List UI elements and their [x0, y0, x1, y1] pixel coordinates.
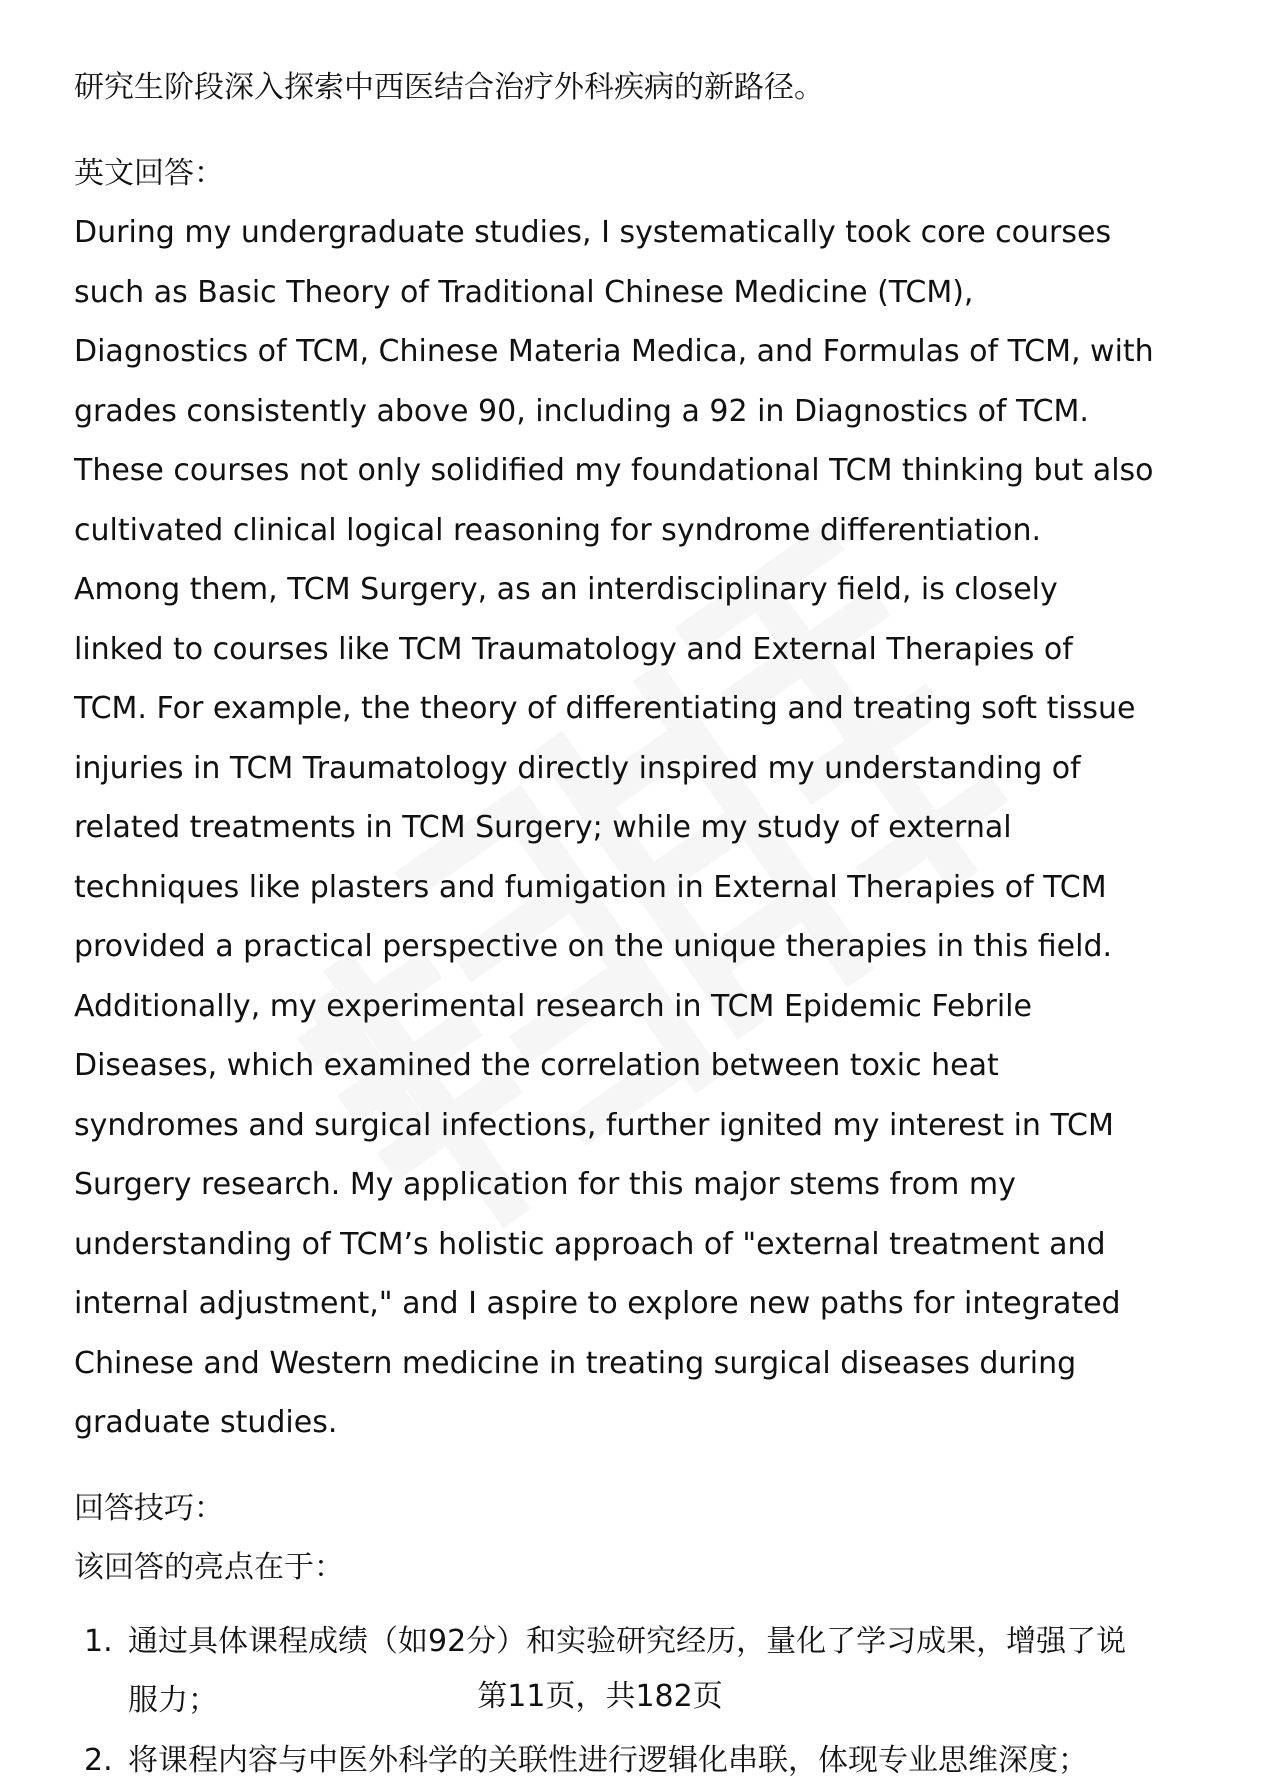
document-content [74, 58, 1154, 1790]
highlight-item [74, 1731, 1154, 1790]
highlight-text: 通过具体课程成绩（如92分）和实验研究经历，量化了学习成果，增强了说服力； [128, 1624, 1126, 1719]
paragraph-gap [74, 118, 1154, 144]
highlight-intro: 该回答的亮点在于： [74, 1538, 1154, 1598]
highlight-text: 将课程内容与中医外科学的关联性进行逻辑化串联，体现专业思维深度； [128, 1743, 1088, 1778]
english-answer-label: 英文回答： [74, 144, 1154, 204]
tips-label: 回答技巧： [74, 1479, 1154, 1539]
page-footer: 第11页，共182页 [0, 1675, 1200, 1719]
opening-line: 研究生阶段深入探索中西医结合治疗外科疾病的新路径。 [74, 58, 1154, 118]
english-answer-text: During my undergraduate studies, I systematically took core courses such as Basic Theory of Traditional Chinese Medicine (TCM), Diagnostics of TCM, Chinese Materia Medica, and Formulas of TCM, with grades consistently above 90, including a 92 in Diagnostics of TCM. These courses not only solidified my foundational TCM thinking but also cultivated clinical logical reasoning for syndrome differentiation. Among them, TCM Surgery, as an interdisciplinary field, is closely linked to courses like TCM Traumatology and External Therapies of TCM. For example, the theory of differentiating and treating soft tissue injuries in TCM Traumatology directly inspired my understanding of related treatments in TCM Surgery; while my study of external techniques like plasters and fumigation in External Therapies of TCM provided a practical perspective on the unique therapies in this field. Additionally, my experimental research in TCM Epidemic Febrile Diseases, which examined the correlation between toxic heat syndromes and surgical infections, further ignited my interest in TCM Surgery research. My application for this major stems from my understanding of TCM’s holistic approach of "external treatment and internal adjustment," and I aspire to explore new paths for integrated Chinese and Western medicine in treating surgical diseases during graduate studies. [74, 203, 1154, 1453]
list-number: 2. [84, 1731, 113, 1790]
section-gap [74, 1453, 1154, 1479]
list-number: 1. [84, 1612, 113, 1672]
